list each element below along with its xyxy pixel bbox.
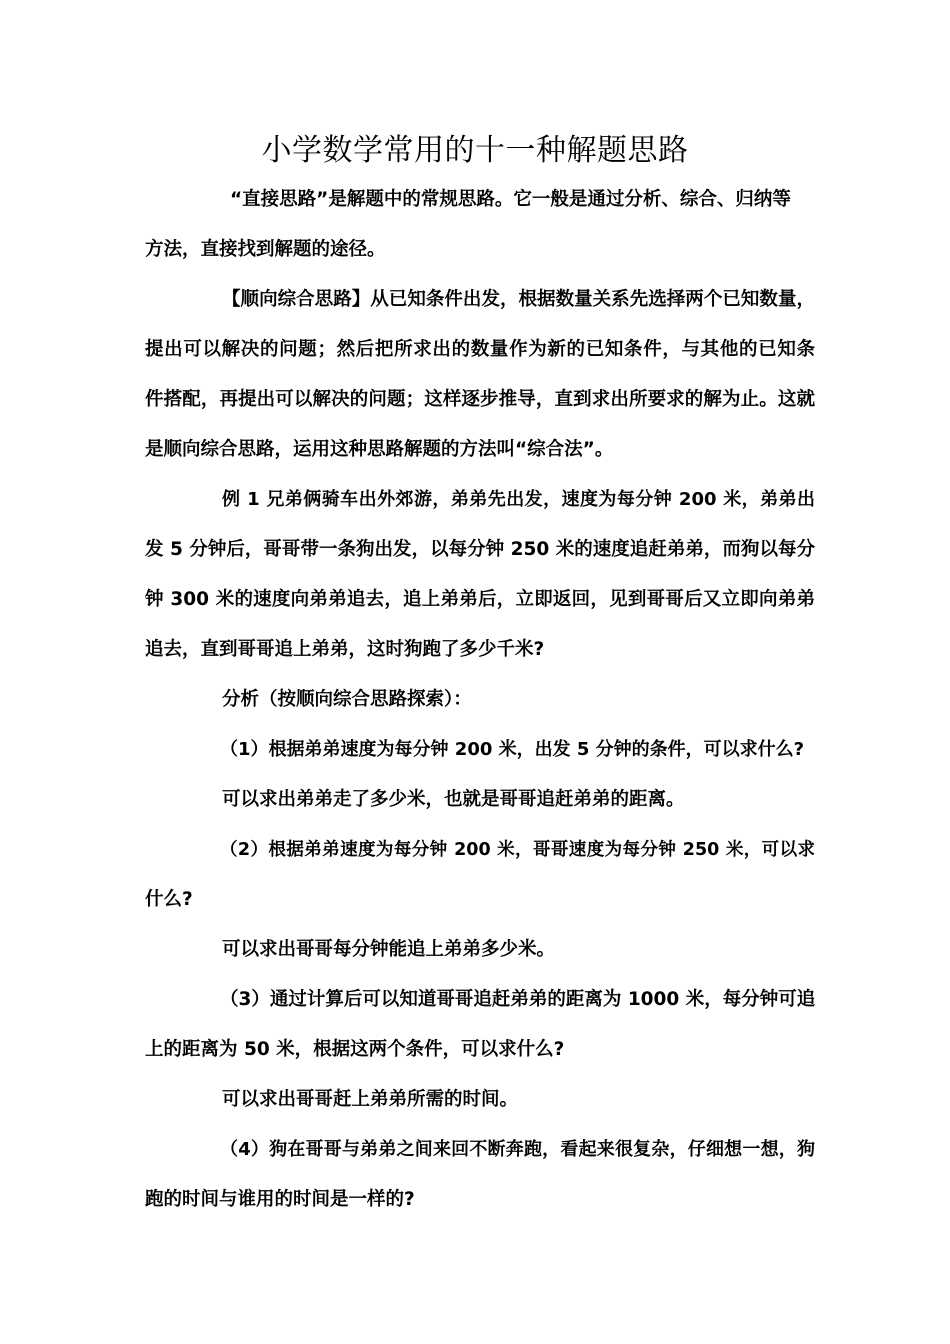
paragraph-line: 可以求出弟弟走了多少米，也就是哥哥追赶弟弟的距离。: [222, 789, 685, 810]
page-title: 小学数学常用的十一种解题思路: [261, 133, 689, 168]
paragraph-line: 发 5 分钟后，哥哥带一条狗出发，以每分钟 250 米的速度追赶弟弟，而狗以每分: [145, 539, 815, 560]
paragraph-line: 例 1 兄弟俩骑车出外郊游，弟弟先出发，速度为每分钟 200 米，弟弟出: [222, 489, 815, 510]
paragraph-line: “直接思路”是解题中的常规思路。它一般是通过分析、综合、归纳等: [230, 189, 791, 210]
paragraph-line: （1）根据弟弟速度为每分钟 200 米，出发 5 分钟的条件，可以求什么?: [220, 739, 805, 760]
paragraph-line: 是顺向综合思路，运用这种思路解题的方法叫“综合法”。: [145, 439, 614, 460]
paragraph-line: 分析（按顺向综合思路探索）：: [222, 689, 472, 710]
paragraph-line: 可以求出哥哥赶上弟弟所需的时间。: [222, 1089, 519, 1110]
paragraph-line: （4）狗在哥哥与弟弟之间来回不断奔跑，看起来很复杂，仔细想一想，狗: [220, 1139, 815, 1160]
paragraph-line: 上的距离为 50 米，根据这两个条件，可以求什么?: [145, 1039, 565, 1060]
paragraph-line: （2）根据弟弟速度为每分钟 200 米，哥哥速度为每分钟 250 米，可以求: [220, 840, 815, 860]
paragraph-line: 提出可以解决的问题；然后把所求出的数量作为新的已知条件，与其他的已知条: [145, 339, 815, 360]
paragraph-line: （3）通过计算后可以知道哥哥追赶弟弟的距离为 1000 米，每分钟可追: [220, 989, 815, 1010]
paragraph-line: 追去，直到哥哥追上弟弟，这时狗跑了多少千米?: [145, 639, 545, 660]
paragraph-line: 件搭配，再提出可以解决的问题；这样逐步推导，直到求出所要求的解为止。这就: [145, 389, 815, 410]
paragraph-line: 方法，直接找到解题的途径。: [145, 239, 386, 260]
paragraph-line: 什么?: [145, 889, 193, 910]
paragraph-line: 【顺向综合思路】从已知条件出发，根据数量关系先选择两个已知数量，: [222, 289, 815, 310]
paragraph-line: 钟 300 米的速度向弟弟追去，追上弟弟后，立即返回，见到哥哥后又立即向弟弟: [145, 589, 815, 610]
paragraph-line: 可以求出哥哥每分钟能追上弟弟多少米。: [222, 939, 556, 960]
paragraph-line: 跑的时间与谁用的时间是一样的?: [145, 1189, 415, 1210]
